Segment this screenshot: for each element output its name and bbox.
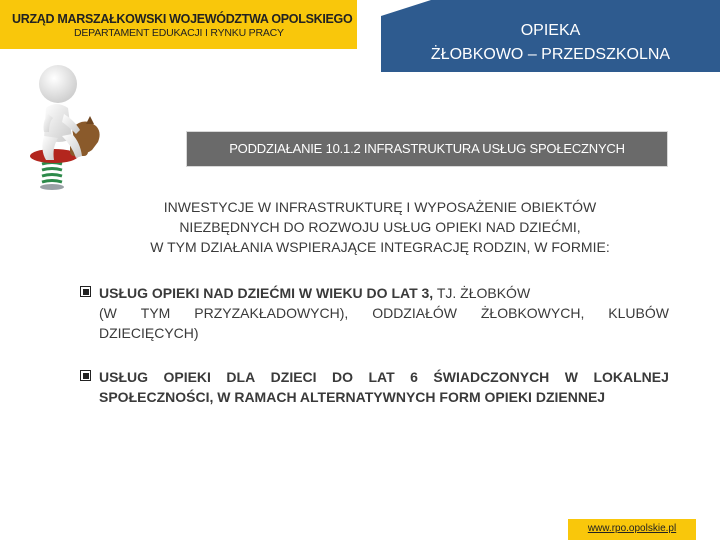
footer-url-box[interactable] [568, 519, 696, 540]
word: DLA [226, 369, 256, 385]
website-link[interactable]: www.rpo.opolskie.pl [587, 523, 677, 534]
page-title [381, 19, 720, 67]
word: OPIEKI [163, 369, 211, 385]
intro-line-2: NIEZBĘDNYCH DO ROZWOJU USŁUG OPIEKI NAD DZIEĆMI, [179, 219, 581, 235]
figure-on-spring-rider-illustration [24, 56, 120, 192]
bullet-1-bold-text: USŁUG OPIEKI NAD DZIEĆMI W WIEKU DO LAT 3, [99, 285, 434, 301]
word: DZIECI [270, 369, 317, 385]
word: ŚWIADCZONYCH [433, 369, 550, 385]
intro-line-1: INWESTYCJE W INFRASTRUKTURĘ I WYPOSAŻENIE OBIEKTÓW [163, 199, 597, 215]
word: 6 [410, 369, 418, 385]
word: TYM [140, 305, 171, 321]
word: LAT [368, 369, 395, 385]
intro-paragraph [100, 197, 660, 257]
word: (W [99, 305, 117, 321]
word: LOKALNEJ [593, 369, 669, 385]
intro-line-3: W TYM DZIAŁANIA WSPIERAJĄCE INTEGRACJĘ RODZIN, W FORMIE: [150, 239, 610, 255]
checkbox-bullet-icon [80, 370, 91, 381]
checkbox-bullet-icon [80, 286, 91, 297]
title-line-1: OPIEKA [520, 22, 581, 39]
bullet-1-text: TJ. ŻŁOBKÓW [433, 285, 531, 301]
word: PRZYZAKŁADOWYCH), [194, 305, 349, 321]
word: USŁUG [99, 369, 148, 385]
department-name: DEPARTAMENT EDUKACJI I RYNKU PRACY [74, 27, 284, 39]
org-name: URZĄD MARSZAŁKOWSKI WOJEWÓDZTWA OPOLSKIEGO [12, 12, 353, 26]
bullet-2-line-1 [99, 367, 669, 387]
word: KLUBÓW [608, 305, 669, 321]
bullet-1-line-2 [99, 303, 669, 323]
bullet-1-line-3: DZIECIĘCYCH) [99, 325, 199, 341]
word: DO [332, 369, 354, 385]
subsection-label: PODDZIAŁANIE 10.1.2 INFRASTRUKTURA USŁUG SPOŁECZNYCH [229, 141, 625, 156]
title-line-2: ŻŁOBKOWO – PRZEDSZKOLNA [430, 46, 671, 63]
word: ODDZIAŁÓW [372, 305, 457, 321]
word: W [564, 369, 578, 385]
word: ŻŁOBKOWYCH, [480, 305, 585, 321]
bullet-2-line-2: SPOŁECZNOŚCI, W RAMACH ALTERNATYWNYCH FORM OPIEKI DZIENNEJ [99, 389, 606, 405]
subsection-heading [187, 132, 667, 166]
